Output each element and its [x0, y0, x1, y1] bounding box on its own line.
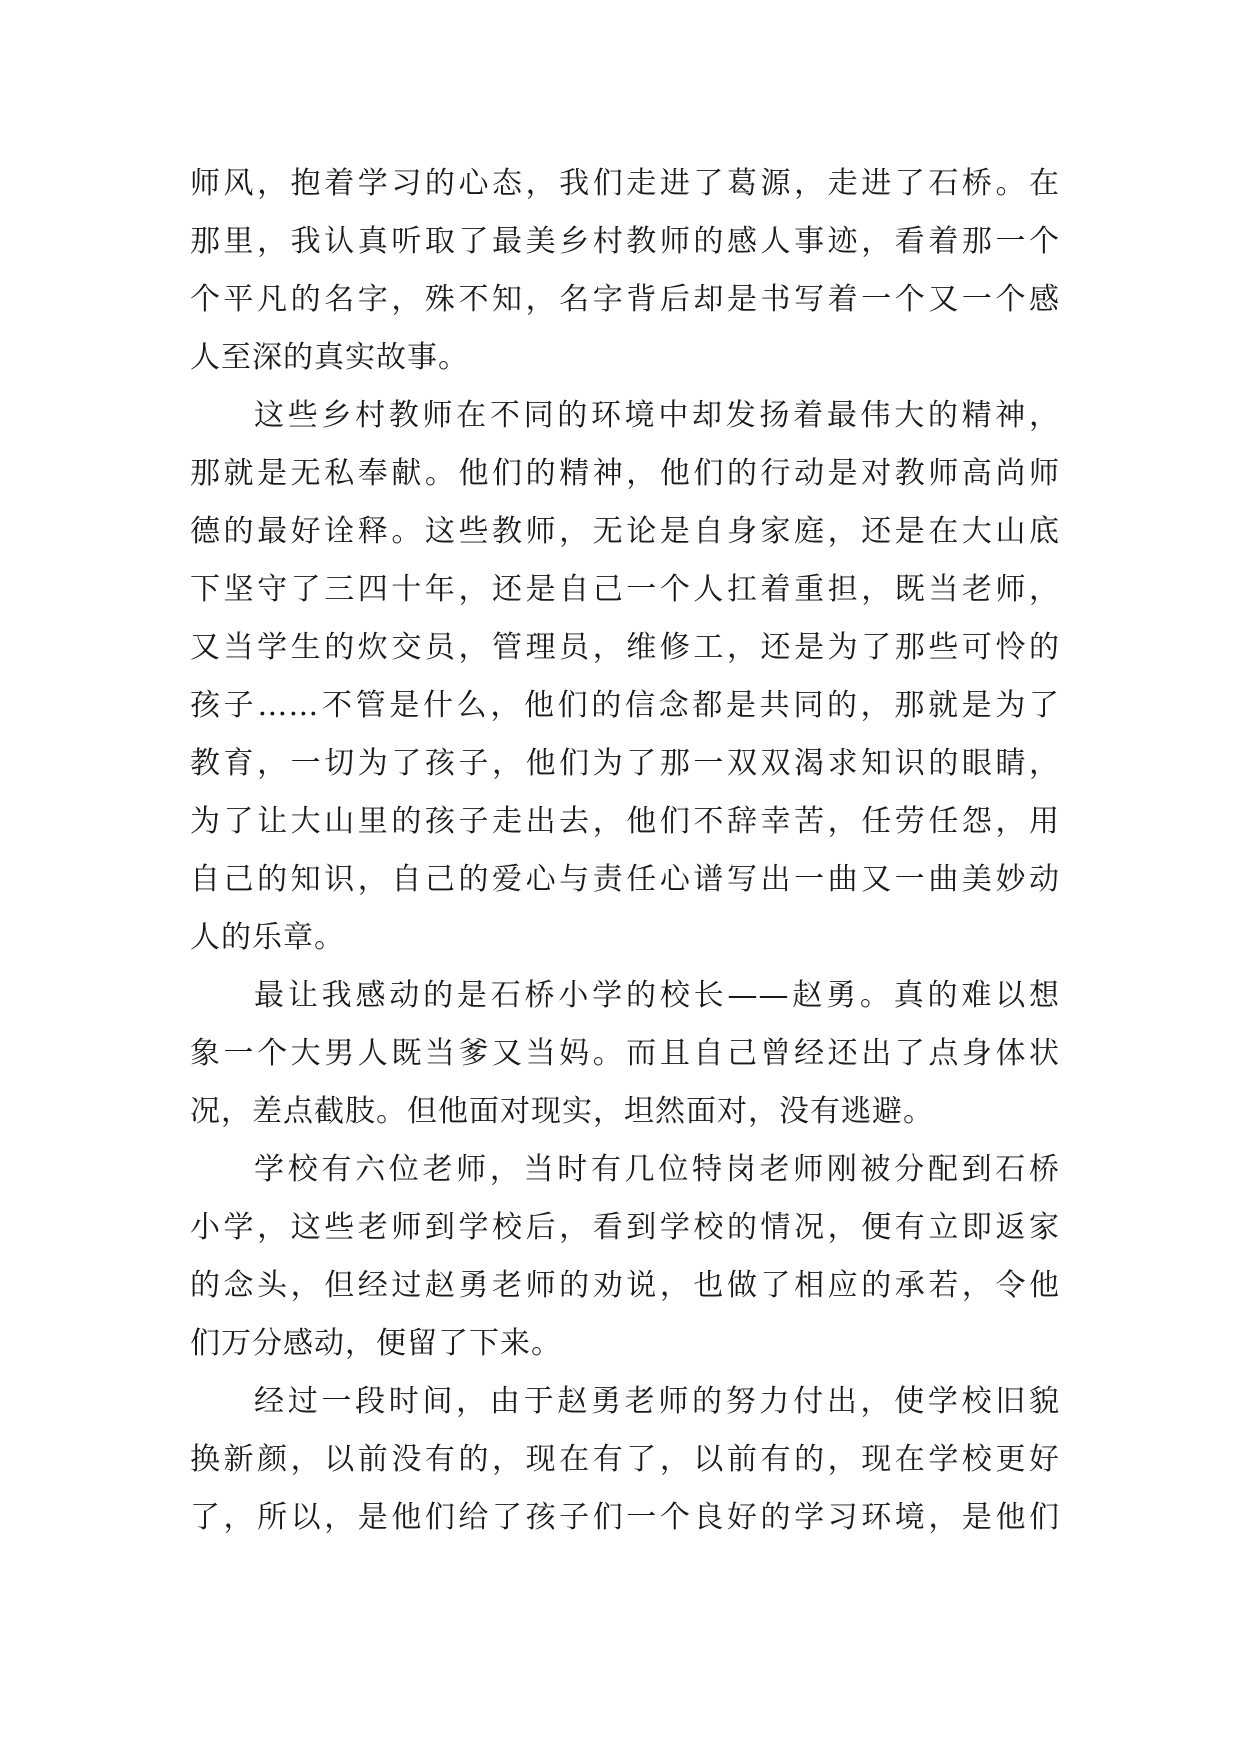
text-line: 个平凡的名字，殊不知，名字背后却是书写着一个又一个感 [190, 282, 1060, 317]
text-line: 那里，我认真听取了最美乡村教师的感人事迹，看着那一个 [190, 224, 1060, 259]
text-line: 况，差点截肢。但他面对现实，坦然面对，没有逃避。 [190, 1094, 934, 1129]
text-line: 孩子……不管是什么，他们的信念都是共同的，那就是为了 [190, 688, 1060, 723]
text-line: 了，所以，是他们给了孩子们一个良好的学习环境，是他们 [190, 1500, 1060, 1535]
text-line: 又当学生的炊交员，管理员，维修工，还是为了那些可怜的 [190, 630, 1060, 665]
text-line: 人的乐章。 [190, 920, 345, 955]
text-line: 那就是无私奉献。他们的精神，他们的行动是对教师高尚师 [190, 456, 1060, 491]
text-line: 教育，一切为了孩子，他们为了那一双双渴求知识的眼睛， [190, 746, 1060, 781]
text-line: 德的最好诠释。这些教师，无论是自身家庭，还是在大山底 [190, 514, 1060, 549]
text-line: 下坚守了三四十年，还是自己一个人扛着重担，既当老师， [190, 572, 1060, 607]
text-line: 为了让大山里的孩子走出去，他们不辞幸苦，任劳任怨，用 [190, 804, 1060, 839]
paragraph-first-line: 这些乡村教师在不同的环境中却发扬着最伟大的精神， [254, 398, 1060, 433]
text-line: 们万分感动，便留了下来。 [190, 1326, 562, 1361]
text-line: 小学，这些老师到学校后，看到学校的情况，便有立即返家 [190, 1210, 1060, 1245]
text-line: 师风，抱着学习的心态，我们走进了葛源，走进了石桥。在 [190, 166, 1060, 201]
paragraph-first-line: 最让我感动的是石桥小学的校长——赵勇。真的难以想 [254, 978, 1060, 1013]
text-line: 的念头，但经过赵勇老师的劝说，也做了相应的承若，令他 [190, 1268, 1060, 1303]
paragraph-first-line: 学校有六位老师，当时有几位特岗老师刚被分配到石桥 [254, 1152, 1060, 1187]
paragraph-first-line: 经过一段时间，由于赵勇老师的努力付出，使学校旧貌 [254, 1384, 1060, 1419]
text-line: 自己的知识，自己的爱心与责任心谱写出一曲又一曲美妙动 [190, 862, 1060, 897]
text-line: 人至深的真实故事。 [190, 340, 469, 375]
text-line: 换新颜，以前没有的，现在有了，以前有的，现在学校更好 [190, 1442, 1060, 1477]
text-line: 象一个大男人既当爹又当妈。而且自己曾经还出了点身体状 [190, 1036, 1060, 1071]
